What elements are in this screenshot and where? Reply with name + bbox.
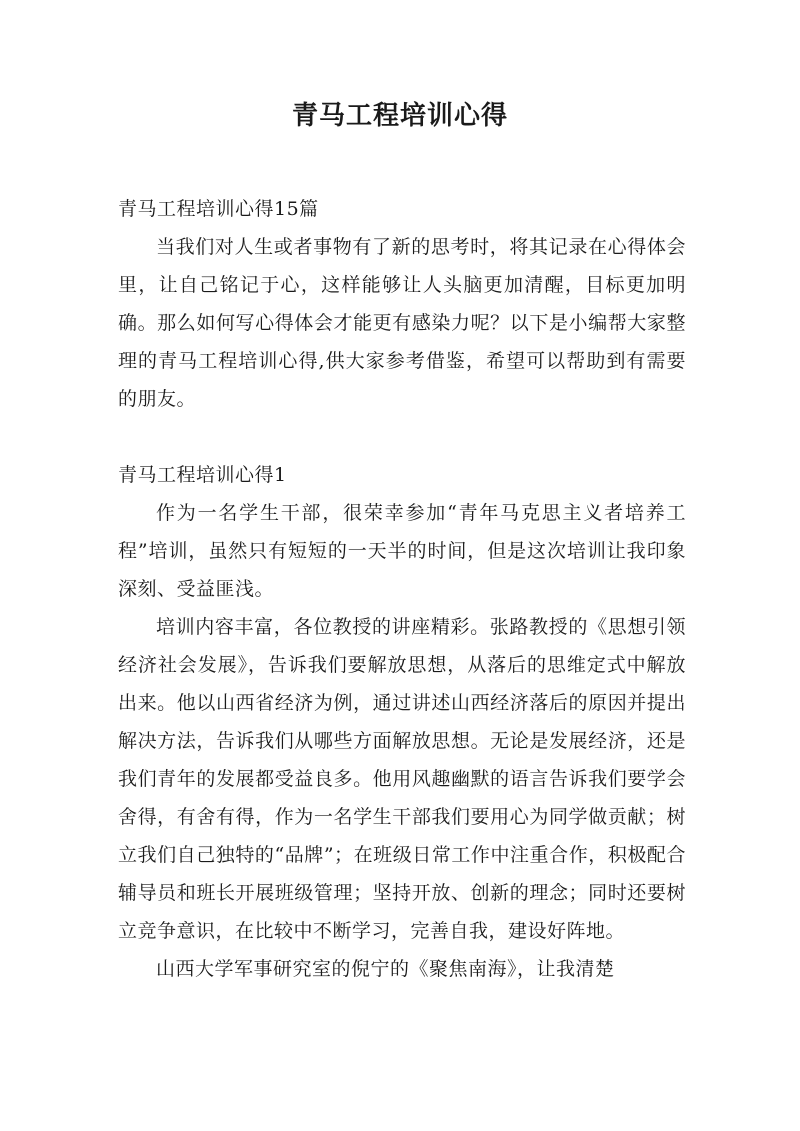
document-title: 青马工程培训心得 [291, 101, 508, 131]
body-paragraph: 作为一名学生干部，很荣幸参加“青年马克思主义者培养工程”培训，虽然只有短短的一天半的时间，但是这次培训让我印象深刻、受益匪浅。 [118, 502, 686, 600]
body-paragraph: 山西大学军事研究室的倪宁的《聚焦南海》，让我清楚 [156, 958, 615, 980]
document-subtitle: 青马工程培训心得15篇 [118, 198, 319, 220]
spacer [118, 418, 686, 456]
intro-paragraph: 当我们对人生或者事物有了新的思考时，将其记录在心得体会里，让自己铭记于心，这样能够让人头脑更加清醒，目标更加明确。那么如何写心得体会才能更有感染力呢？以下是小编帮大家整理的青马工程培训心得,供大家参考借鉴，希望可以帮助到有需要的朋友。 [118, 236, 686, 410]
body-paragraph: 培训内容丰富，各位教授的讲座精彩。张路教授的《思想引领经济社会发展》，告诉我们要解放思想，从落后的思维定式中解放出来。他以山西省经济为例，通过讲述山西经济落后的原因并提出解决方法，告诉我们从哪些方面解放思想。无论是发展经济，还是我们青年的发展都受益良多。他用风趣幽默的语言告诉我们要学会舍得，有舍有得，作为一名学生干部我们要用心为同学做贡献；树立我们自己独特的“品牌”；在班级日常工作中注重合作，积极配合辅导员和班长开展班级管理；坚持开放、创新的理念；同时还要树立竞争意识，在比较中不断学习，完善自我，建设好阵地。 [118, 616, 686, 942]
document-body [118, 190, 686, 988]
section-heading: 青马工程培训心得1 [118, 464, 287, 486]
